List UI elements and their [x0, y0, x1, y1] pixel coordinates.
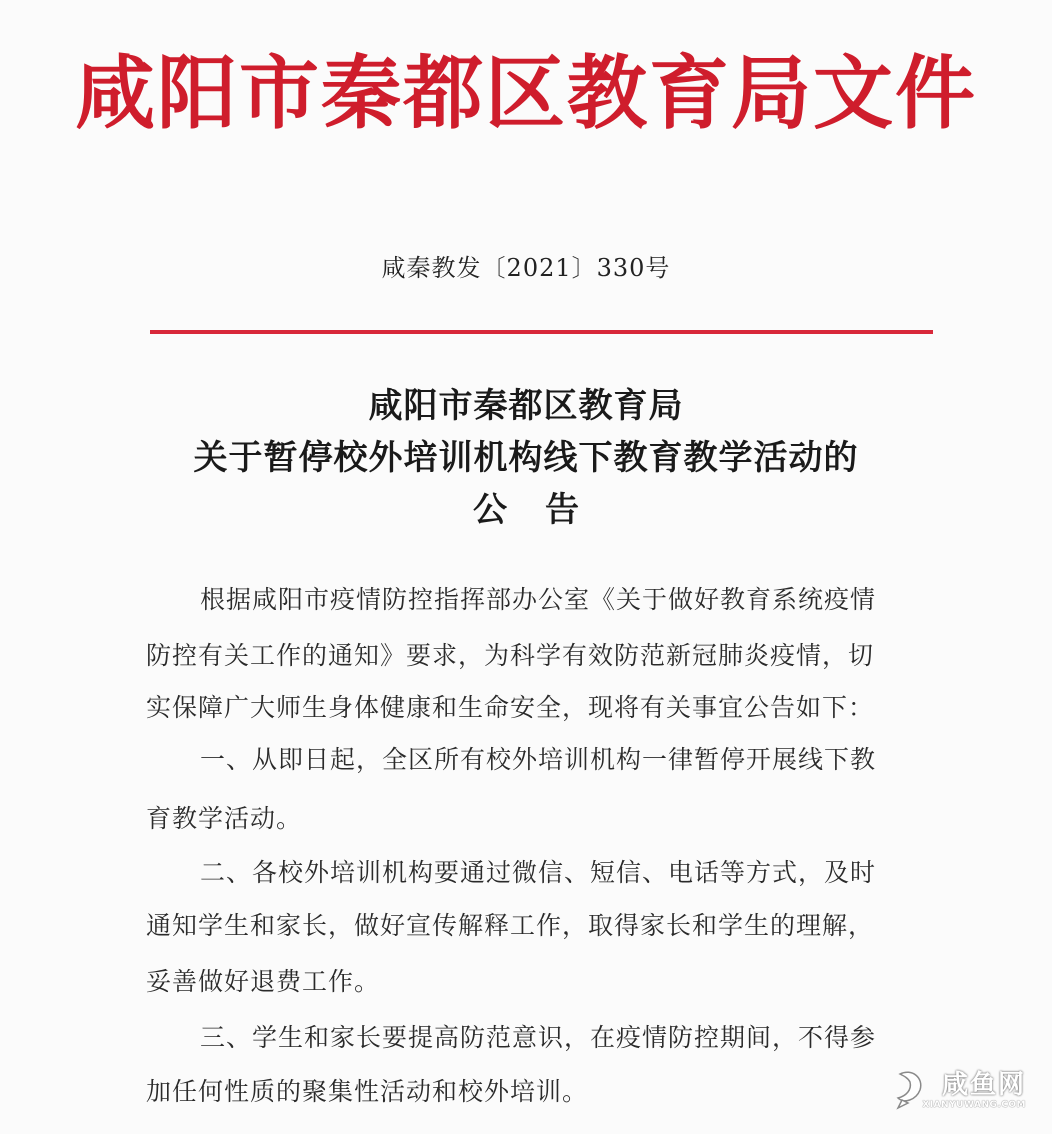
- notice-title-line-2: 关于暂停校外培训机构线下教育教学活动的: [193, 438, 859, 478]
- watermark-domain: XIANYUWANG.COM: [922, 1100, 1026, 1110]
- notice-title-line-3: 公告: [473, 490, 617, 530]
- body-text-line: 二、各校外培训机构要通过微信、短信、电话等方式，及时: [200, 858, 877, 887]
- body-text-line: 通知学生和家长，做好宣传解释工作，取得家长和学生的理解，: [146, 911, 875, 940]
- body-text-line: 加任何性质的聚集性活动和校外培训。: [146, 1077, 589, 1106]
- body-text-line: 根据咸阳市疫情防控指挥部办公室《关于做好教育系统疫情: [200, 585, 877, 614]
- body-text-line: 妥善做好退费工作。: [146, 967, 381, 996]
- notice-title-line-1: 咸阳市秦都区教育局: [368, 386, 684, 426]
- body-text-line: 三、学生和家长要提高防范意识，在疫情防控期间，不得参: [200, 1023, 877, 1052]
- red-divider-line: [150, 330, 933, 334]
- body-text-line: 防控有关工作的通知》要求，为科学有效防范新冠肺炎疫情，切: [146, 641, 875, 670]
- body-text-line: 育教学活动。: [146, 804, 303, 833]
- issuing-authority-header: 咸阳市秦都区教育局文件: [75, 46, 977, 140]
- body-text-line: 实保障广大师生身体健康和生命安全，现将有关事宜公告如下：: [146, 693, 875, 722]
- document-number: 咸秦教发〔2021〕330号: [381, 254, 671, 282]
- site-watermark: [894, 1060, 1034, 1120]
- watermark-name: 咸鱼网: [941, 1070, 1026, 1100]
- body-text-line: 一、从即日起，全区所有校外培训机构一律暂停开展线下教: [200, 745, 877, 774]
